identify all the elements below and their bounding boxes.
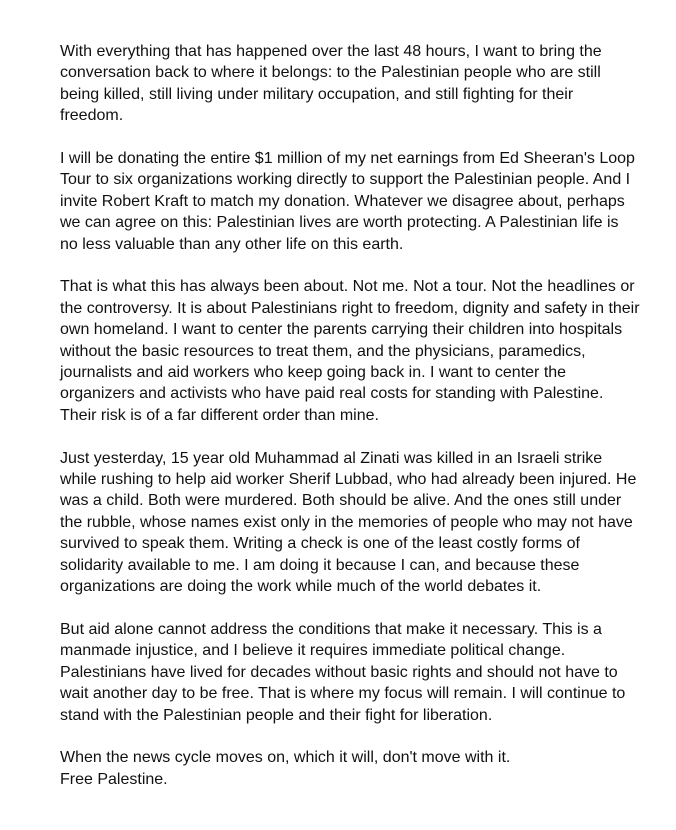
paragraph-yesterday: Just yesterday, 15 year old Muhammad al Zinati was killed in an Israeli strike while rushing to help aid worker Sherif Lubbad, who had already been injured. He was a child. Both were murdered. Both should be alive. And the ones still under the rubble, whose names exist only in the memories of people who may not have survived to speak them. Writing a check is one of the least costly forms of solidarity available to me. I am doing it because I can, and because these organizations are doing the work while much of the world debates it. (60, 449, 637, 596)
paragraph-purpose: That is what this has always been about. Not me. Not a tour. Not the headlines or the controversy. It is about Palestinians right to freedom, dignity and safety in their own homeland. I want to center the parents carrying their children into hospitals without the basic resources to treat them, and the physicians, paramedics, journalists and aid workers who keep going back in. I want to center the organizers and activists who have paid real costs for standing with Palestine. Their risk is of a far different order than mine. (60, 278, 640, 424)
statement-document (60, 41, 640, 790)
closing-block (60, 747, 640, 790)
closing-line: When the news cycle moves on, which it will, don't move with it. (60, 749, 511, 767)
paragraph-donation: I will be donating the entire $1 million of my net earnings from Ed Sheeran's Loop Tour to six organizations working directly to support the Palestinian people. And I invite Robert Kraft to match my donation. Whatever we disagree about, perhaps we can agree on this: Palestinian lives are worth protecting. A Palestinian life is no less valuable than any other life on this earth. (60, 150, 635, 253)
paragraph-intro: With everything that has happened over the last 48 hours, I want to bring the conversation back to where it belongs: to the Palestinian people who are still being killed, still living under military occupation, and still fighting for their freedom. (60, 43, 602, 125)
paragraph-political-change: But aid alone cannot address the conditions that make it necessary. This is a manmade injustice, and I believe it requires immediate political change. Palestinians have lived for decades without basic rights and should not have to wait another day to be free. That is where my focus will remain. I will continue to stand with the Palestinian people and their fight for liberation. (60, 620, 626, 724)
closing-sign-off: Free Palestine. (60, 770, 168, 788)
